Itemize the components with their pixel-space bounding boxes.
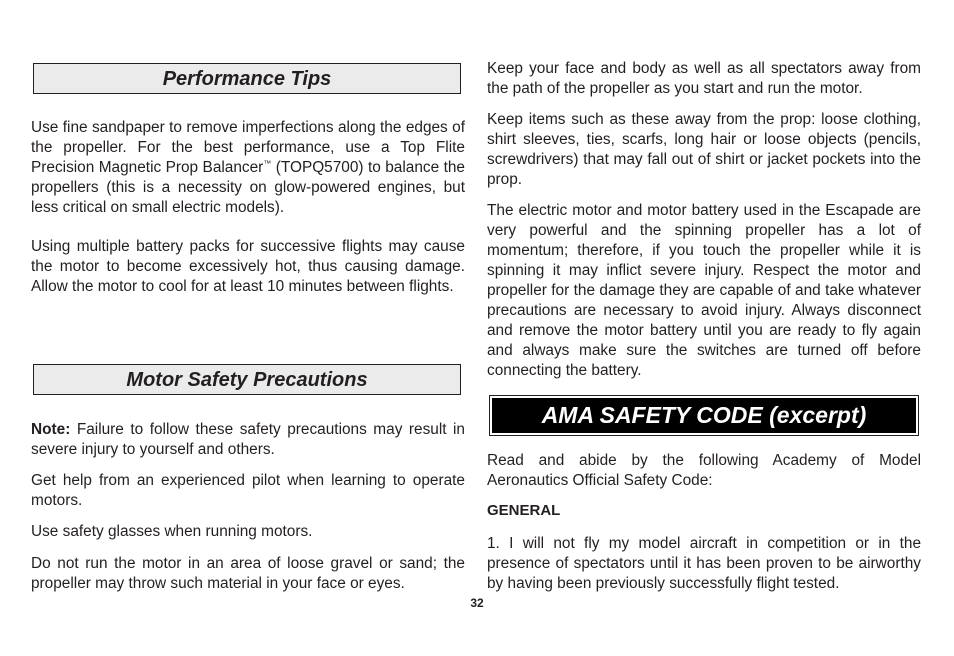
performance-p1-text-a: Use fine sandpaper to remove imperfections along the edges of the propeller. For the best performance, use a Top Flite Precision Magnetic Prop Balancer bbox=[31, 119, 465, 176]
performance-p1-text-b: (TOPQ5700) to balance the propellers (this is a necessity on glow-powered engines, but less critical on small electric models). bbox=[31, 159, 465, 216]
right-paragraph-3: The electric motor and motor battery used in the Escapade are very powerful and the spinning propeller has a lot of momentum; therefore, if you touch the propeller while it is spinning it may inflict severe injury. Respect the motor and propeller for the damage they are capable of and take whatever precautions are necessary to avoid injury. Always disconnect and remove the motor battery until you are ready to fly again and always make sure the switches are turned off before connecting the battery. bbox=[487, 202, 921, 379]
note-label: Note: bbox=[31, 421, 71, 438]
trademark-symbol: ™ bbox=[263, 158, 272, 168]
motor-safety-title: Motor Safety Precautions bbox=[126, 368, 368, 391]
safety-paragraph-4: Do not run the motor in an area of loose gravel or sand; the propeller may throw such material in your face or eyes. bbox=[31, 555, 465, 592]
ama-rule-1: 1. I will not fly my model aircraft in competition or in the presence of spectators until it has been proven to be airworthy by having been previously successfully flight tested. bbox=[487, 535, 921, 592]
safety-paragraph-2: Get help from an experienced pilot when learning to operate motors. bbox=[31, 472, 465, 509]
motor-safety-heading-box bbox=[33, 364, 461, 395]
safety-paragraph-3: Use safety glasses when running motors. bbox=[31, 523, 313, 540]
performance-paragraph-1 bbox=[31, 118, 465, 218]
performance-tips-title: Performance Tips bbox=[162, 67, 332, 90]
performance-tips-heading-box bbox=[33, 63, 461, 94]
page-number: 32 bbox=[470, 596, 484, 610]
ama-intro-paragraph: Read and abide by the following Academy of Model Aeronautics Official Safety Code: bbox=[487, 452, 921, 489]
right-paragraph-1: Keep your face and body as well as all spectators away from the path of the propeller as you start and run the motor. bbox=[487, 60, 921, 97]
ama-heading-inner bbox=[492, 398, 916, 433]
right-paragraph-2: Keep items such as these away from the prop: loose clothing, shirt sleeves, ties, scarfs, long hair or loose objects (pencils, screwdrivers) that may fall out of shirt or jacket pockets into the prop. bbox=[487, 111, 921, 188]
performance-paragraph-2: Using multiple battery packs for successive flights may cause the motor to become excessively hot, thus causing damage. Allow the motor to cool for at least 10 minutes between flights. bbox=[31, 238, 465, 295]
safety-note-paragraph bbox=[31, 420, 465, 460]
general-heading: GENERAL bbox=[487, 502, 561, 519]
note-text: Failure to follow these safety precautions may result in severe injury to yourself and others. bbox=[31, 421, 465, 458]
ama-safety-code-title: AMA SAFETY CODE (excerpt) bbox=[541, 402, 867, 428]
ama-safety-code-heading-box bbox=[489, 395, 919, 436]
